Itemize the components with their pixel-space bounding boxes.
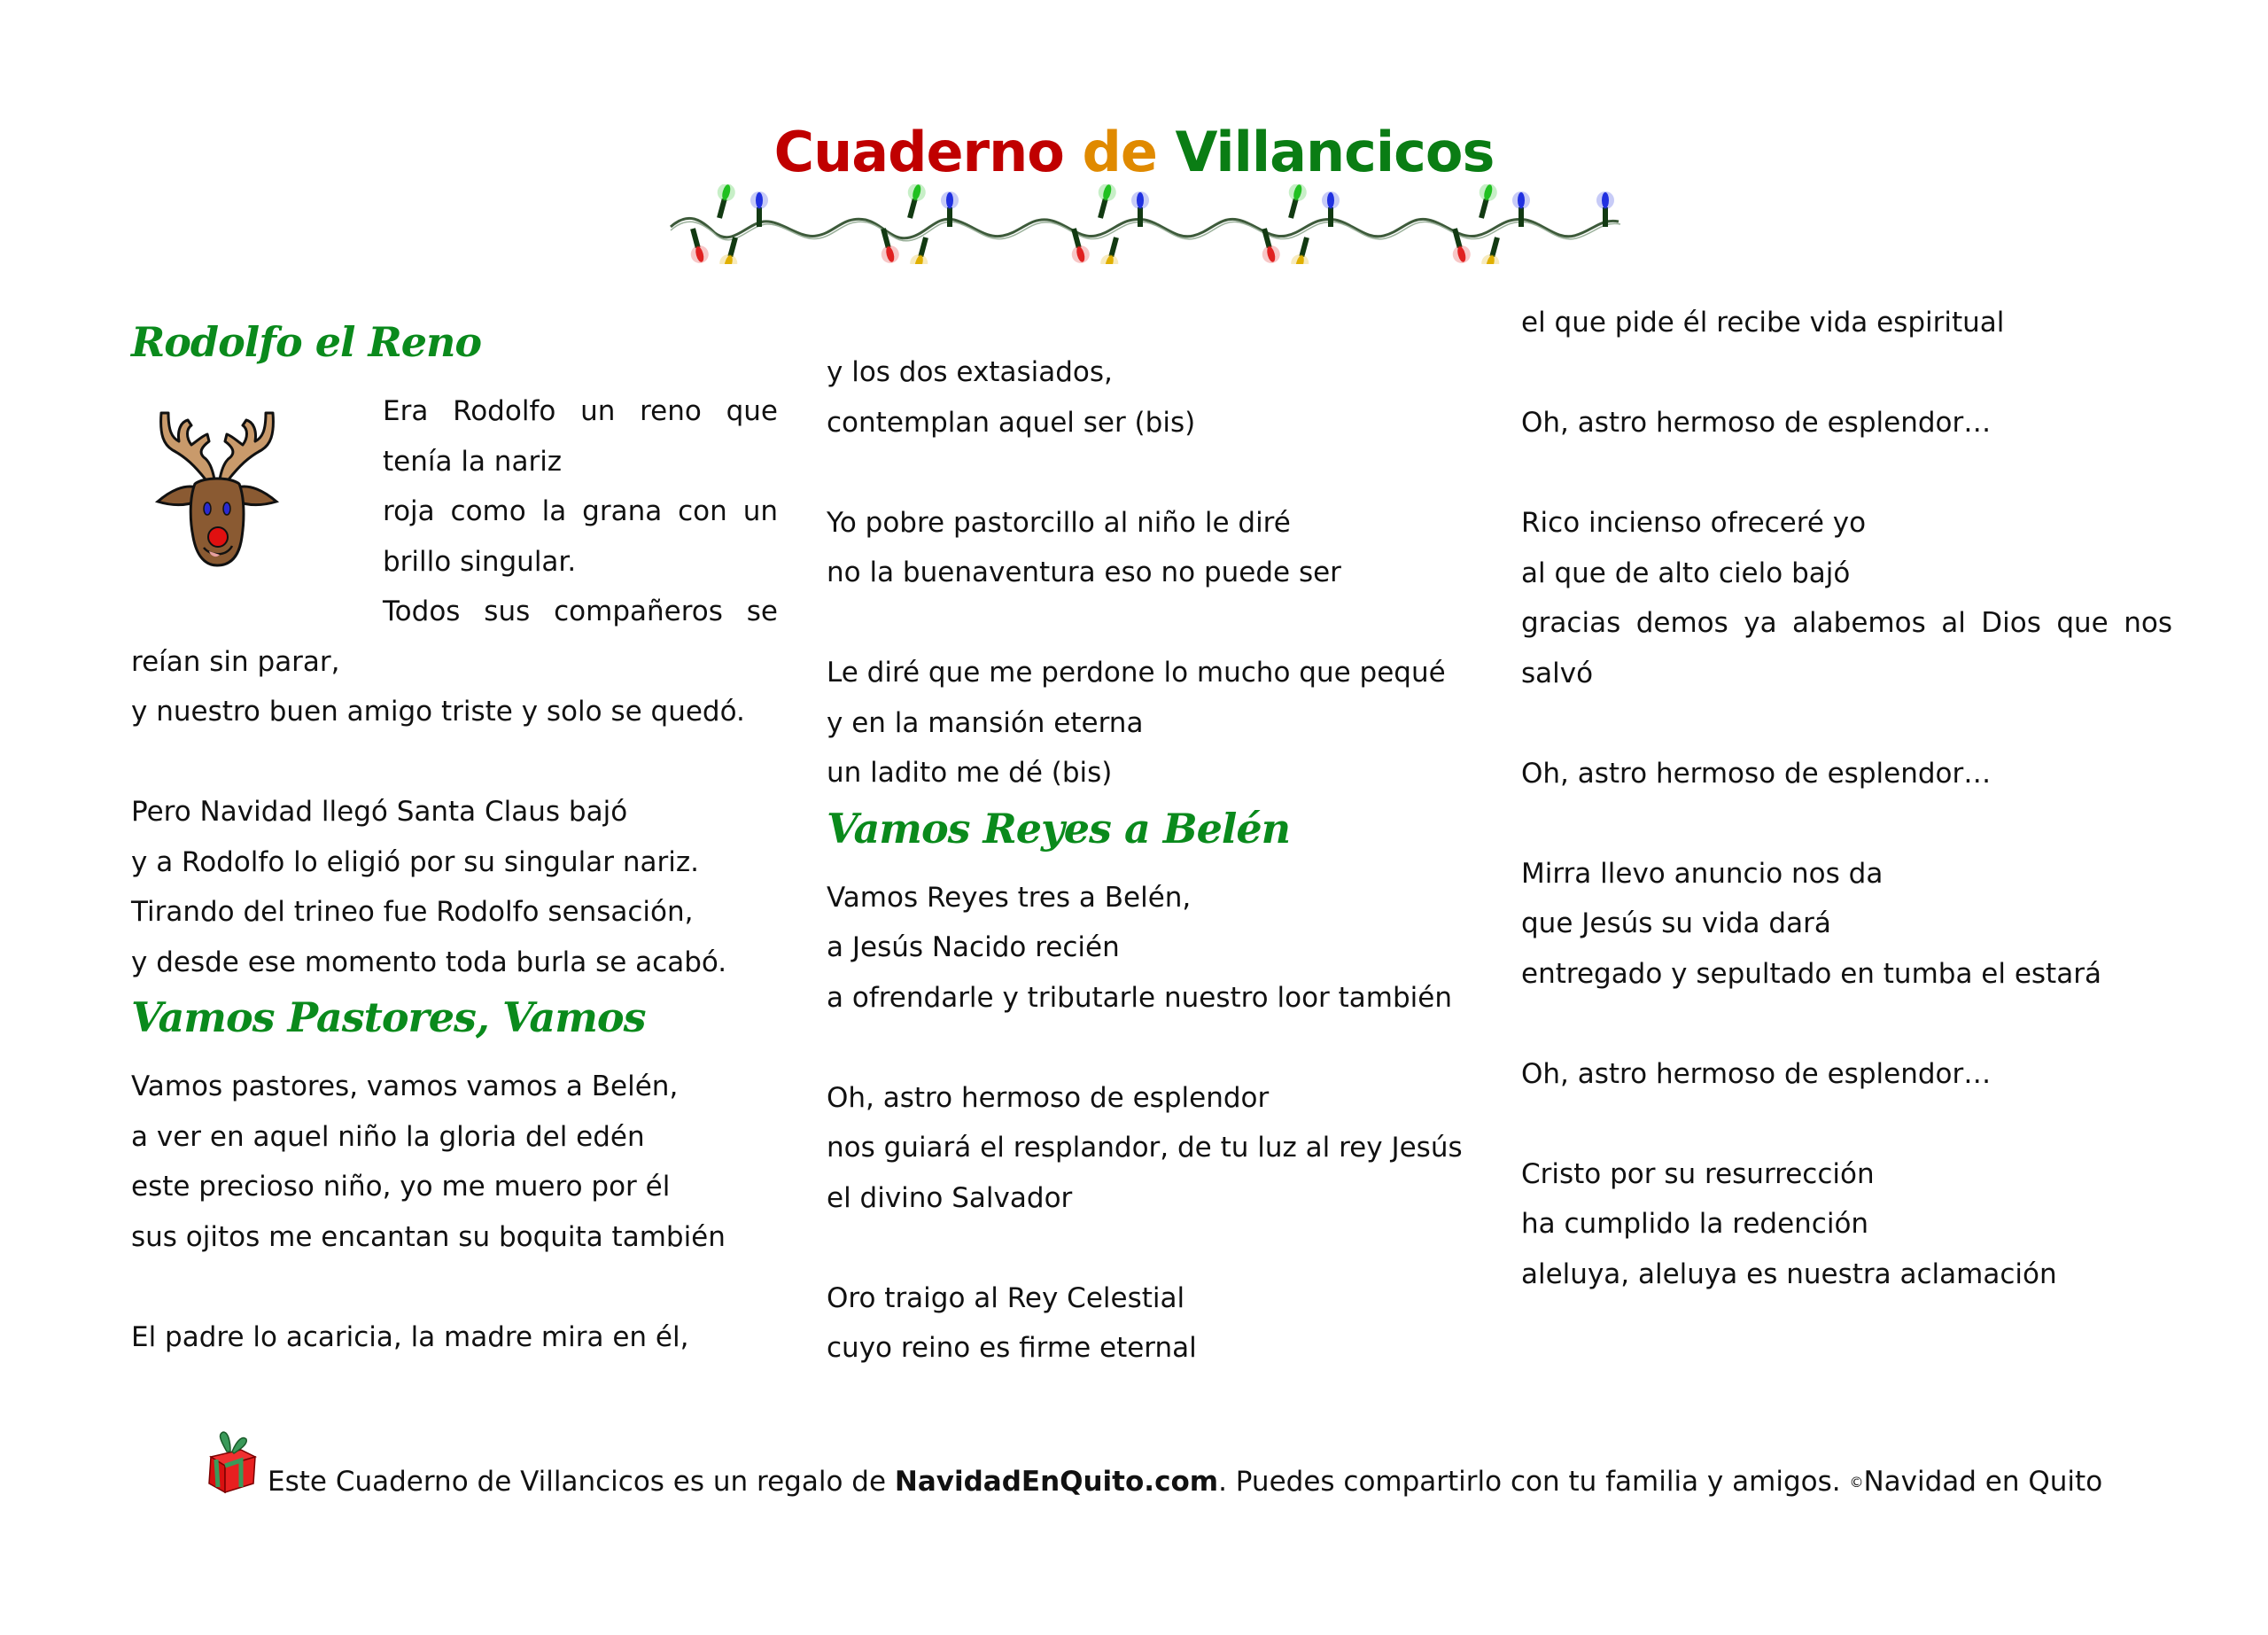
gift-box-icon bbox=[202, 1430, 266, 1494]
footer-text-before: Este Cuaderno de Villancicos es un regalo de bbox=[268, 1466, 895, 1498]
lyric-line: este precioso niño, yo me muero por él bbox=[131, 1171, 671, 1203]
copyright-symbol: © bbox=[1849, 1474, 1864, 1491]
site-link[interactable]: NavidadEnQuito.com bbox=[894, 1466, 1219, 1498]
lyric-line bbox=[1521, 1099, 2172, 1149]
lyric-line bbox=[131, 737, 778, 788]
lyric-line: Oro traigo al Rey Celestial bbox=[827, 1281, 1185, 1314]
page-title bbox=[0, 121, 2268, 184]
reindeer-block bbox=[131, 386, 778, 637]
lyric-line bbox=[827, 448, 1473, 498]
footer-text bbox=[268, 1466, 2102, 1499]
lyric-line: no la buenaventura eso no puede ser bbox=[827, 557, 1341, 588]
lyric-line: entregado y sepultado en tumba el estará bbox=[1521, 957, 2101, 990]
lyric-line bbox=[827, 598, 1473, 649]
lyric-line: Rico incienso ofreceré yo bbox=[1521, 507, 1867, 539]
lyric-line: Todos sus compañeros se bbox=[383, 596, 778, 627]
lyric-line: Oh, astro hermoso de esplendor bbox=[827, 1081, 1270, 1114]
lyric-line: Oh, astro hermoso de esplendor… bbox=[1521, 1057, 1992, 1090]
lyric-line bbox=[1521, 698, 2172, 749]
wrapped-lyrics bbox=[383, 386, 778, 637]
lyric-line: aleluya, aleluya es nuestra aclamación bbox=[1521, 1257, 2057, 1290]
lyric-line: Oh, astro hermoso de esplendor… bbox=[1521, 757, 1992, 790]
lyric-line: reían sin parar, bbox=[131, 645, 340, 678]
footer-text-after: . Puedes compartirlo con tu familia y amigos. bbox=[1218, 1466, 1850, 1498]
lyric-line: al que de alto cielo bajó bbox=[1521, 557, 1851, 589]
column-1 bbox=[131, 317, 778, 1362]
lyric-line: El padre lo acaricia, la madre mira en él, bbox=[131, 1320, 689, 1353]
lyric-line: un ladito me dé (bis) bbox=[827, 757, 1113, 789]
lyric-line: el que pide él recibe vida espiritual bbox=[1521, 307, 2005, 339]
lyric-line: Yo pobre pastorcillo al niño le diré bbox=[827, 506, 1291, 539]
lyric-line: y los dos extasiados, bbox=[827, 356, 1113, 388]
lyric-line bbox=[1521, 999, 2172, 1049]
song-title-vamos-reyes: Vamos Reyes a Belén bbox=[827, 804, 1291, 853]
lyric-line: roja como la grana con un bbox=[383, 495, 778, 527]
lyric-line: gracias demos ya alabemos al Dios que nos bbox=[1521, 607, 2172, 639]
christmas-lights-garland-icon bbox=[666, 184, 1623, 264]
lyric-line bbox=[131, 1262, 778, 1312]
lyric-line: ha cumplido la redención bbox=[1521, 1208, 1869, 1240]
lyric-line bbox=[1521, 448, 2172, 499]
lyric-line bbox=[1521, 348, 2172, 399]
lyric-line: y en la mansión eterna bbox=[827, 706, 1144, 739]
lyric-line: a ofrendarle y tributarle nuestro loor también bbox=[827, 981, 1453, 1014]
lyric-line: nos guiará el resplandor, de tu luz al rey Jesús bbox=[827, 1132, 1463, 1164]
lyric-line: Era Rodolfo un reno que bbox=[383, 395, 778, 427]
lyric-line bbox=[827, 1023, 1473, 1073]
lyric-line: y a Rodolfo lo eligió por su singular nariz. bbox=[131, 845, 699, 878]
lyric-line: Le diré que me perdone lo mucho que pequé bbox=[827, 657, 1446, 689]
song-title-rodolfo: Rodolfo el Reno bbox=[131, 318, 482, 366]
copyright-owner: Navidad en Quito bbox=[1863, 1466, 2103, 1498]
lyric-line: que Jesús su vida dará bbox=[1521, 907, 1831, 939]
song-title-vamos-pastores: Vamos Pastores, Vamos bbox=[131, 993, 646, 1041]
column-3 bbox=[1521, 298, 2172, 1299]
lyric-line: Mirra llevo anuncio nos da bbox=[1521, 857, 1884, 890]
lyric-line: tenía la nariz bbox=[383, 445, 563, 478]
lyric-line: Tirando del trineo fue Rodolfo sensación, bbox=[131, 896, 694, 928]
lyric-line: cuyo reino es firme eternal bbox=[827, 1332, 1197, 1364]
lyric-line: Vamos pastores, vamos vamos a Belén, bbox=[131, 1071, 679, 1102]
lyric-line: sus ojitos me encantan su boquita también bbox=[131, 1220, 726, 1253]
lyric-line: Cristo por su resurrección bbox=[1521, 1157, 1875, 1190]
lyric-line: Pero Navidad llegó Santa Claus bajó bbox=[131, 796, 628, 828]
lyric-line: brillo singular. bbox=[383, 545, 577, 578]
lyric-line: salvó bbox=[1521, 657, 1594, 689]
lyric-line bbox=[1521, 798, 2172, 849]
lyric-line: a ver en aquel niño la gloria del edén bbox=[131, 1120, 645, 1153]
lyric-line: contemplan aquel ser (bis) bbox=[827, 406, 1196, 439]
lyric-line: a Jesús Nacido recién bbox=[827, 931, 1120, 963]
reindeer-icon bbox=[151, 395, 284, 572]
lyric-line bbox=[827, 1223, 1473, 1273]
title-word-villancicos: Villancicos bbox=[1175, 120, 1495, 184]
title-word-de: de bbox=[1082, 120, 1157, 184]
lyric-line: y desde ese momento toda burla se acabó. bbox=[131, 946, 727, 978]
title-word-cuaderno: Cuaderno bbox=[773, 120, 1064, 184]
lyric-line: Vamos Reyes tres a Belén, bbox=[827, 881, 1192, 914]
lyric-line: y nuestro buen amigo triste y solo se quedó. bbox=[131, 696, 745, 728]
lyric-line: el divino Salvador bbox=[827, 1181, 1073, 1214]
lyric-line: Oh, astro hermoso de esplendor… bbox=[1521, 407, 1992, 439]
column-2 bbox=[827, 347, 1473, 1374]
